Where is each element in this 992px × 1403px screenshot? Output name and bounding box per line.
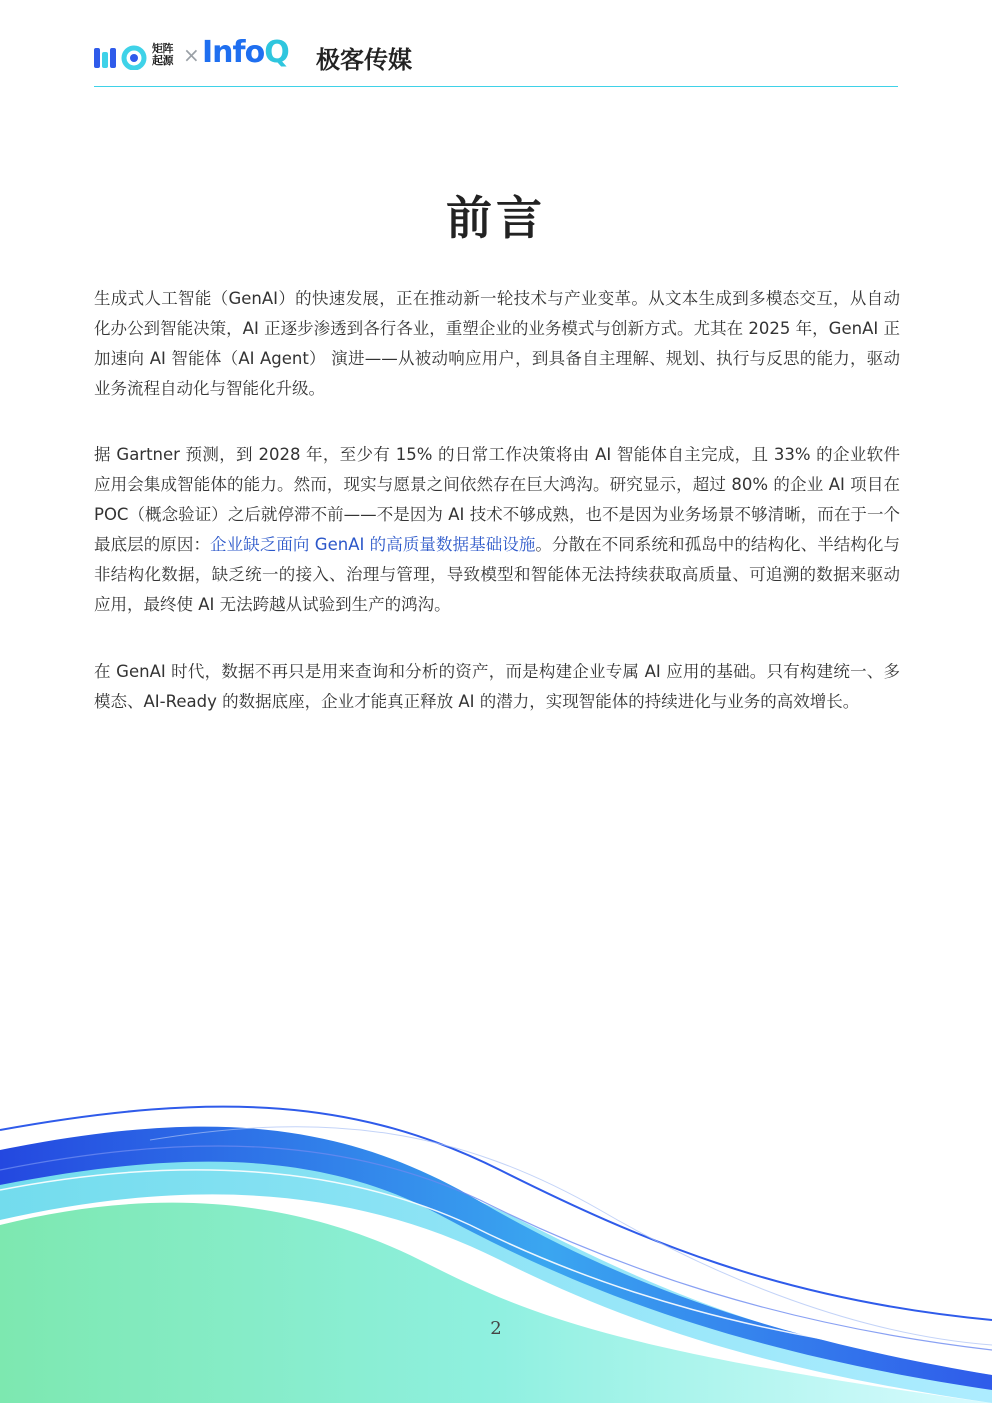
decorative-wave-graphic — [0, 1090, 992, 1403]
paragraph-2-part-b: 。分散在不同系统和孤岛中的结构化、半结构化与非结构化数据，缺乏统一的接入、治理与管理，导致模型和智能体无法持续获取高质量、可追溯的数据来驱动应用，最终使 AI 无法跨越从试验到生产的鸿沟。 — [94, 535, 900, 614]
infoq-logo-q: Q — [264, 35, 289, 70]
paragraph-2-part-a: 据 Gartner 预测，到 2028 年，至少有 15% 的日常工作决策将由 AI 智能体自主完成，且 33% 的企业软件应用会集成智能体的能力。然而，现实与愿景之间依然存在巨大鸿沟。研究显示，超过 80% 的企业 AI 项目在 POC（概念验证）之后就停滞不前——不是因为 AI 技术不够成熟，也不是因为业务场景不够清晰，而在于一个最底层的原因： — [94, 445, 900, 554]
mo-logo-icon — [94, 42, 152, 70]
paragraph-1: 生成式人工智能（GenAI）的快速发展，正在推动新一轮技术与产业变革。从文本生成到多模态交互，从自动化办公到智能决策，AI 正逐步渗透到各行各业，重塑企业的业务模式与创新方式。尤其在 2025 年，GenAI 正加速向 AI 智能体（AI Agent） 演进——从被动响应用户，到具备自主理解、规划、执行与反思的能力，驱动业务流程自动化与智能化升级。 — [94, 289, 900, 398]
paragraph-2-highlight: 企业缺乏面向 GenAI 的高质量数据基础设施 — [210, 535, 536, 554]
infoq-logo-main: Info — [202, 35, 265, 70]
paragraph-2 — [94, 440, 900, 620]
page-number: 2 — [490, 1318, 502, 1339]
paragraph-3: 在 GenAI 时代，数据不再只是用来查询和分析的资产，而是构建企业专属 AI 应用的基础。只有构建统一、多模态、AI-Ready 的数据底座，企业才能真正释放 AI 的潜力，实现智能体的持续进化与业务的高效增长。 — [94, 662, 900, 711]
infoq-logo — [202, 35, 289, 70]
geek-media-logo: 极客传媒 — [316, 46, 412, 74]
page-title: 前言 — [446, 191, 546, 245]
logo-separator: × — [183, 43, 200, 67]
page-header — [94, 34, 898, 87]
matrixorigin-logo-text: 矩阵起源 — [152, 42, 173, 67]
